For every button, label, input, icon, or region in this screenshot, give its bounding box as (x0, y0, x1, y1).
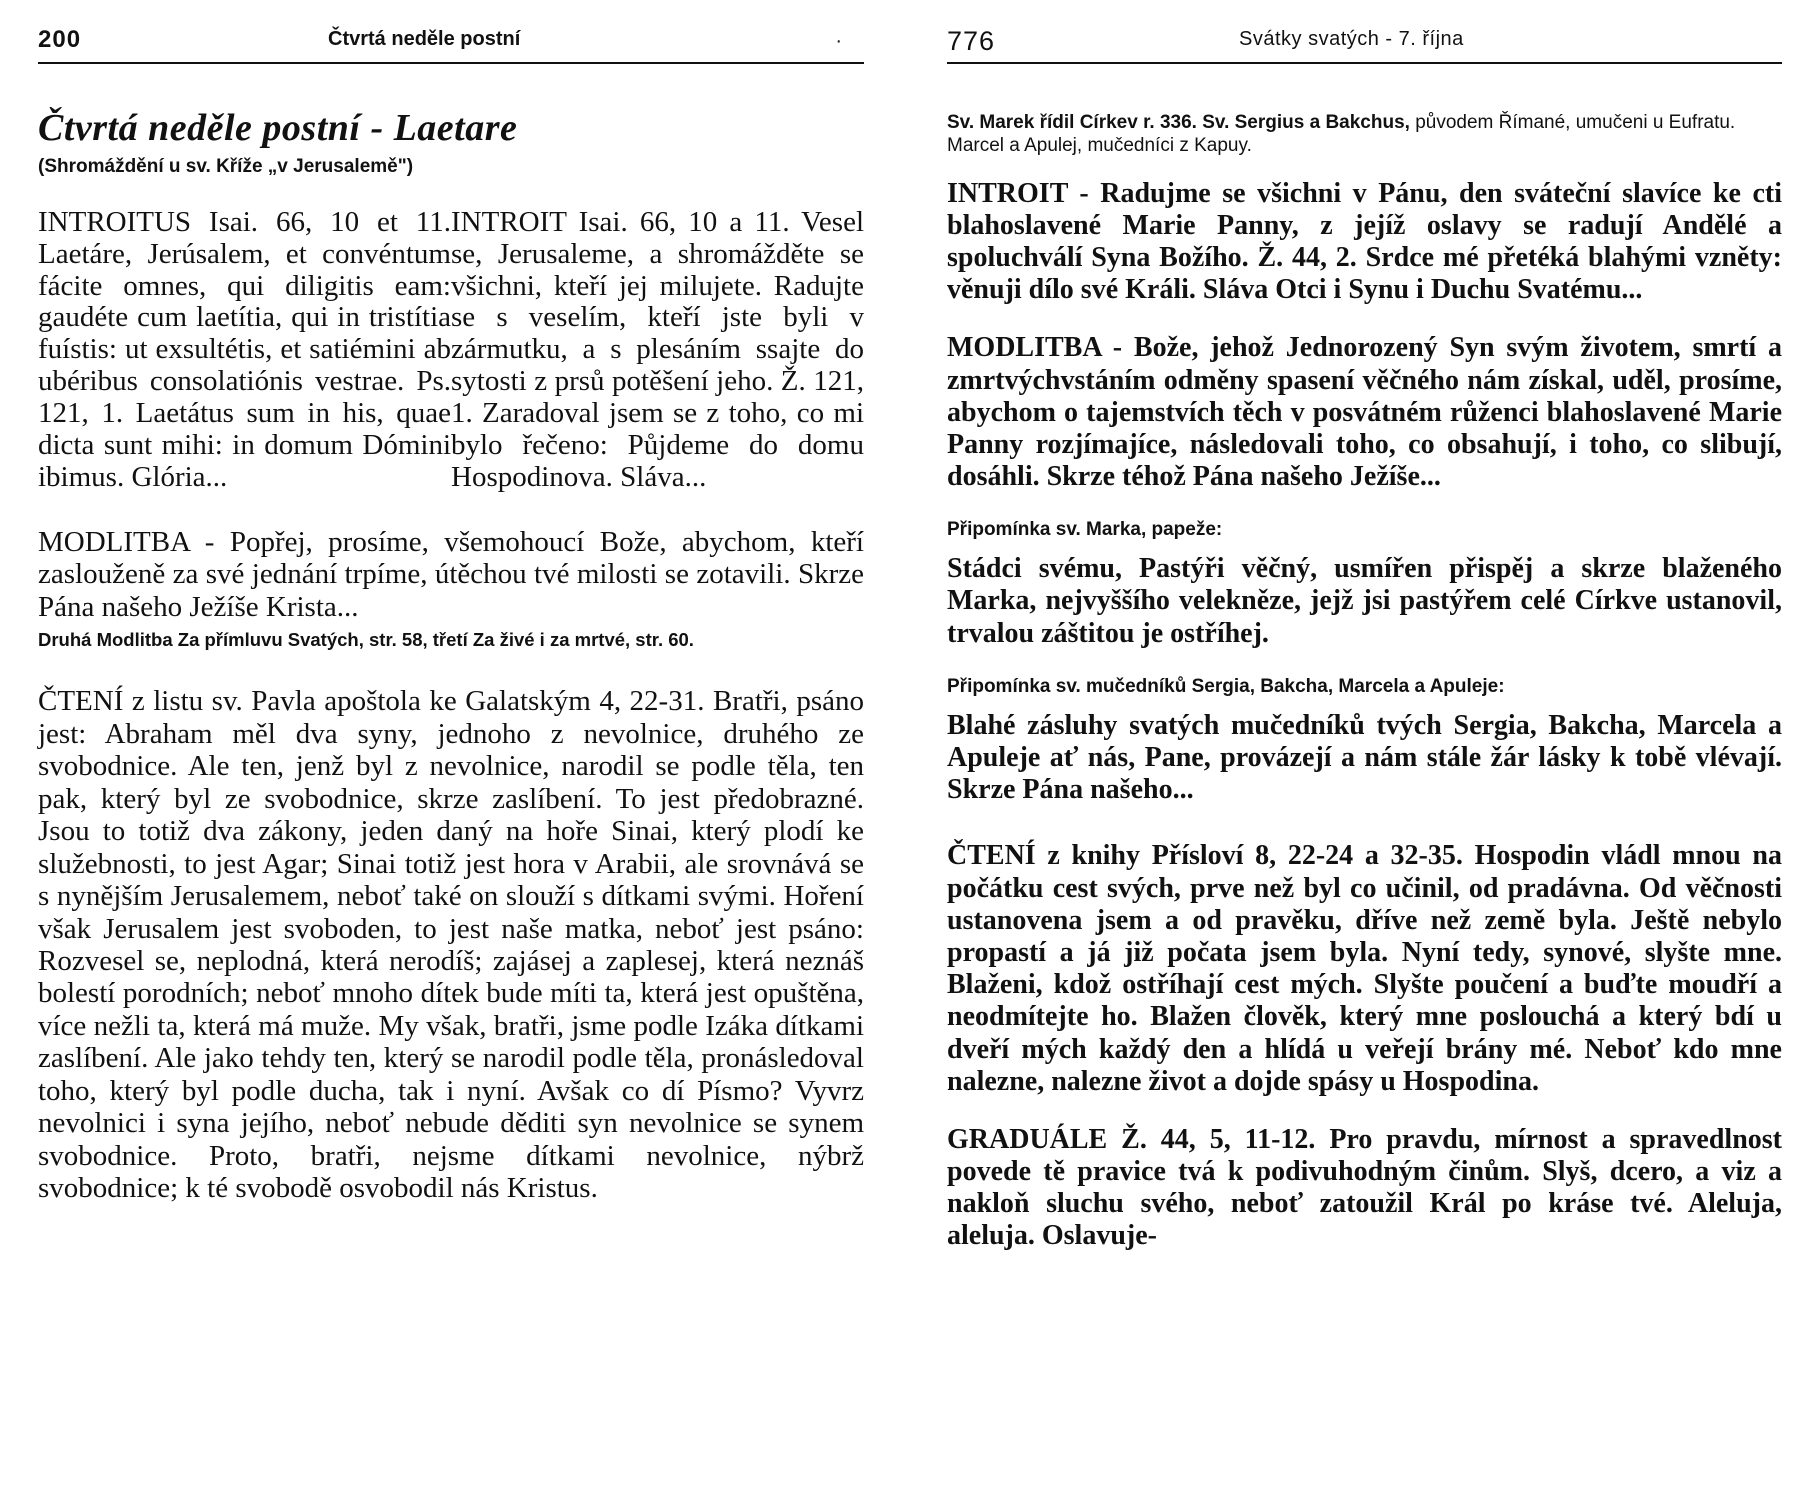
running-head (947, 26, 1782, 64)
page-subtitle: (Shromáždění u sv. Kříže „v Jerusalemě") (38, 156, 414, 177)
modlitba-note: Druhá Modlitba Za přímluvu Svatých, str. 58, třetí Za živé i za mrtvé, str. 60. (38, 629, 694, 651)
running-head-mark: · (835, 30, 842, 52)
page-title: Čtvrtá neděle postní - Laetare (38, 107, 518, 149)
saints-note-names: Sv. Marek řídil Církev r. 336. Sv. Sergius a Bakchus, (947, 112, 1410, 133)
saints-note (947, 112, 1782, 158)
modlitba-section: MODLITBA - Popřej, prosíme, všemohoucí Bože, abychom, kteří zaslouženě za své jednání trpíme, útěchou tvé milosti se zotavili. Skrze Pána našeho Ježíše Krista... (38, 525, 864, 623)
running-head-title: Čtvrtá neděle postní (328, 28, 521, 50)
introit-section: INTROIT - Radujme se všichni v Pánu, den sváteční slavíce ke cti blahoslavené Marie Panny, z jejíž oslavy se radují Andělé a spoluchválí Syna Božího. Ž. 44, 2. Srdce mé přetéká blahými vzněty: věnuji dílo své Králi. Sláva Otci i Synu i Duchu Svatému... (947, 177, 1782, 306)
commemoration-label: Připomínka sv. Marka, papeže: (947, 519, 1223, 541)
introitus-latin: INTROITUS Isai. 66, 10 et 11. Laetáre, Jerúsalem, et convéntum fácite omnes, qui diligitis eam: gaudéte cum laetítia, qui in tristítia fuístis: ut exsultétis, et satiémini ab ubéribus consolatiónis vestrae. Ps. 121, 1. Laetátus sum in his, quae dicta sunt mihi: in domum Dómini ibimus. Glória... (38, 205, 451, 493)
introit-czech: INTROIT Isai. 66, 10 a 11. Vesel se, Jerusaleme, a shromážděte se všichni, kteří jej milujete. Radujte se s veselím, kteří jste byli v zármutku, a s plesáním ssajte do sytosti z prsů potěšení jeho. Ž. 121, 1. Zaradoval jsem se z toho, co mi bylo řečeno: Půjdeme do domu Hospodinova. Sláva... (451, 205, 864, 493)
running-head-title: Svátky svatých - 7. října (1239, 28, 1464, 50)
running-head (38, 26, 864, 64)
saints-note-origin: původem Římané, umučeni u Eufratu. Marcel a Apulej, mučedníci z Kapuy. (947, 112, 1736, 156)
cteni-section: ČTENÍ z knihy Přísloví 8, 22-24 a 32-35. Hospodin vládl mnou na počátku cest svých, prve než byl co učinil, od pradávna. Od věčnosti ustanovena jsem a od pravěku, dříve než země byla. Ještě nebylo propastí a já již počata jsem byla. Nyní tedy, synové, slyšte mne. Blaženi, kdož ostříhají cest mých. Slyšte poučení a buďte moudří a neodmítejte ho. Blažen člověk, který mne poslouchá a který bdí u dveří mých každý den a hlídá u veřejí brány mé. Neboť kdo mne nalezne, nalezne život a dojde spásy u Hospodina. (947, 840, 1782, 1097)
introit-columns (38, 207, 864, 494)
right-page (935, 0, 1812, 1500)
page-number: 776 (947, 26, 996, 56)
commemoration-label: Připomínka sv. mučedníků Sergia, Bakcha, Marcela a Apuleje: (947, 675, 1505, 697)
page-number: 200 (38, 26, 82, 53)
commemoration-text: Stádci svému, Pastýři věčný, usmířen přispěj a skrze blaženého Marka, nejvyššího velekněze, jejž jsi pastýřem celé Církve ustanovil, trvalou záštitou je ostříhej. (947, 553, 1782, 649)
modlitba-section: MODLITBA - Bože, jehož Jednorozený Syn svým životem, smrtí a zmrtvýchvstáním odměny spasení věčného nám získal, uděl, prosíme, abychom o tajemstvích těch v posvátném růženci blahoslavené Marie Panny rozjímajíce, následovali toho, co obsahují, i toho, co slibují, dosáhli. Skrze téhož Pána našeho Ježíše... (947, 332, 1782, 493)
left-page (0, 0, 900, 1500)
cteni-section: ČTENÍ z listu sv. Pavla apoštola ke Galatským 4, 22-31. Bratři, psáno jest: Abraham měl dva syny, jednoho z nevolnice, druhého ze svobodnice. Ale ten, jenž byl z nevolnice, narodil se podle těla, ten pak, který byl ze svobodnice, skrze zaslíbení. To jest předobrazné. Jsou to totiž dva zákony, jeden daný na hoře Sinai, který plodí ke služebnosti, to jest Agar; Sinai totiž jest hora v Arabii, ale srovnává se s nynějším Jerusalemem, neboť také on slouží s dítkami svými. Hoření však Jerusalem jest svoboden, to jest naše matka, neboť jest psáno: Rozvesel se, neplodná, která nerodíš; zajásej a zaplesej, která neznáš bolestí porodních; neboť mnoho dítek bude míti ta, která jest opuštěna, více nežli ta, která má muže. My však, bratři, jsme podle Izáka dítkami zaslíbení. Ale jako tehdy ten, který se narodil podle těla, pronásledoval toho, který byl podle ducha, tak i nyní. Avšak co dí Písmo? Vyvrz nevolnici i syna jejího, neboť nebude děditi syn nevolnice se synem svobodnice. Proto, bratři, nejsme dítkami nevolnice, nýbrž svobodnice; k té svobodě osvobodil nás Kristus. (38, 685, 864, 1205)
graduale-section: GRADUÁLE Ž. 44, 5, 11-12. Pro pravdu, mírnost a spravedlnost povede tě pravice tvá k podivuhodným činům. Slyš, dcero, a viz a nakloň sluchu svého, neboť zatoužil Král po kráse tvé. Aleluja, aleluja. Oslavuje- (947, 1123, 1782, 1252)
commemoration-text: Blahé zásluhy svatých mučedníků tvých Sergia, Bakcha, Marcela a Apuleje ať nás, Pane, provázejí a nám stále žár lásky k tobě vlévají. Skrze Pána našeho... (947, 709, 1782, 806)
